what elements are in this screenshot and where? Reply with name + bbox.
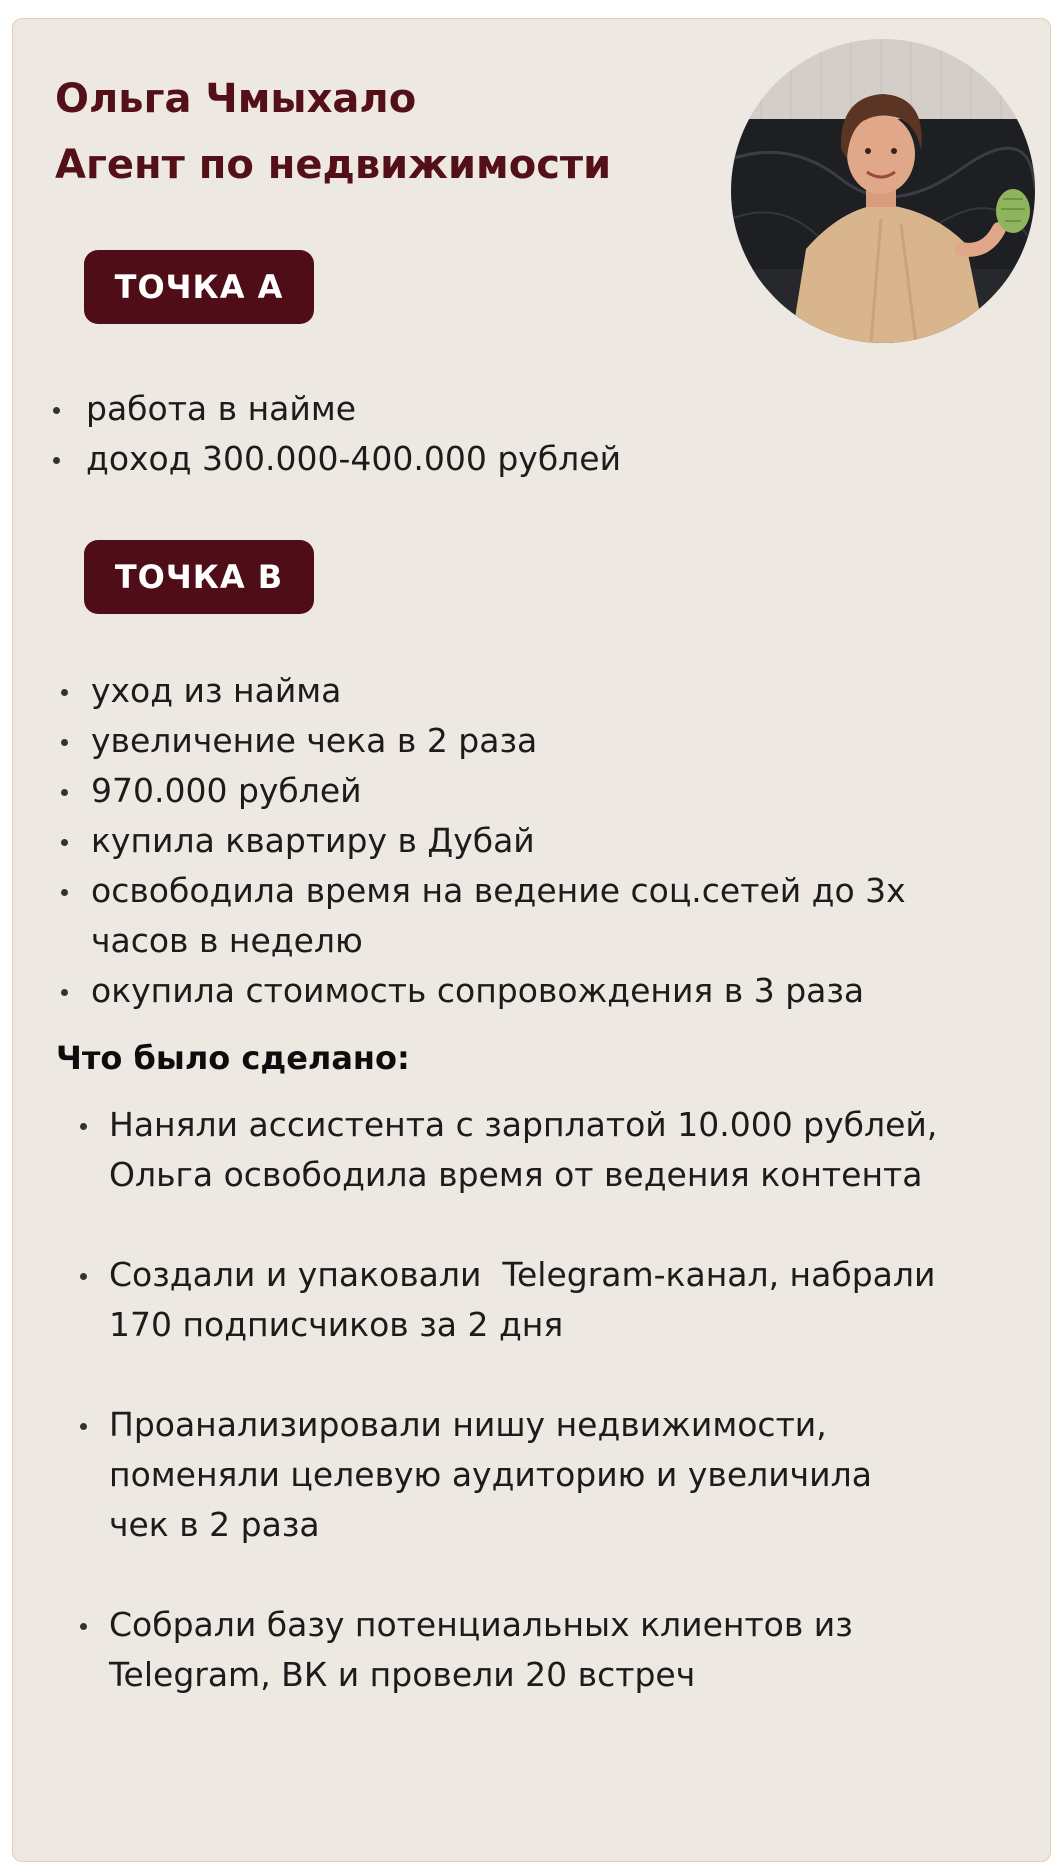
list-item: окупила стоимость сопровождения в 3 раза	[91, 966, 906, 1016]
list-item: Наняли ассистента с зарплатой 10.000 рублей, Ольга освободила время от ведения контента	[109, 1100, 937, 1200]
bullet-icon	[80, 1273, 87, 1280]
list-item: работа в найме	[86, 384, 621, 434]
list-item: 970.000 рублей	[91, 766, 906, 816]
bullet-icon	[61, 789, 68, 796]
person-role: Агент по недвижимости	[55, 142, 612, 188]
list-item: увеличение чека в 2 раза	[91, 716, 906, 766]
list-item: освободила время на ведение соц.сетей до 3х часов в неделю	[91, 866, 906, 966]
list-item: купила квартиру в Дубай	[91, 816, 906, 866]
point-a-badge: ТОЧКА А	[84, 250, 314, 324]
list-item: Создали и упаковали Telegram-канал, набрали 170 подписчиков за 2 дня	[109, 1250, 937, 1350]
bullet-icon	[53, 457, 60, 464]
bullet-icon	[53, 407, 60, 414]
done-heading: Что было сделано:	[56, 1039, 410, 1077]
bullet-icon	[80, 1123, 87, 1130]
bullet-icon	[80, 1623, 87, 1630]
list-item: доход 300.000-400.000 рублей	[86, 434, 621, 484]
list-item: Собрали базу потенциальных клиентов из Telegram, ВК и провели 20 встреч	[109, 1600, 937, 1700]
point-a-list	[86, 384, 621, 484]
bullet-icon	[61, 839, 68, 846]
bullet-icon	[80, 1423, 87, 1430]
list-item: Проанализировали нишу недвижимости, поменяли целевую аудиторию и увеличила чек в 2 раза	[109, 1400, 937, 1550]
avatar	[731, 39, 1035, 343]
bullet-icon	[61, 739, 68, 746]
bullet-icon	[61, 989, 68, 996]
case-card	[12, 18, 1051, 1862]
bullet-icon	[61, 889, 68, 896]
person-name: Ольга Чмыхало	[55, 76, 417, 122]
point-b-badge: ТОЧКА В	[84, 540, 314, 614]
list-item: уход из найма	[91, 666, 906, 716]
point-b-list	[91, 666, 906, 1016]
done-list	[109, 1100, 937, 1700]
bullet-icon	[61, 689, 68, 696]
